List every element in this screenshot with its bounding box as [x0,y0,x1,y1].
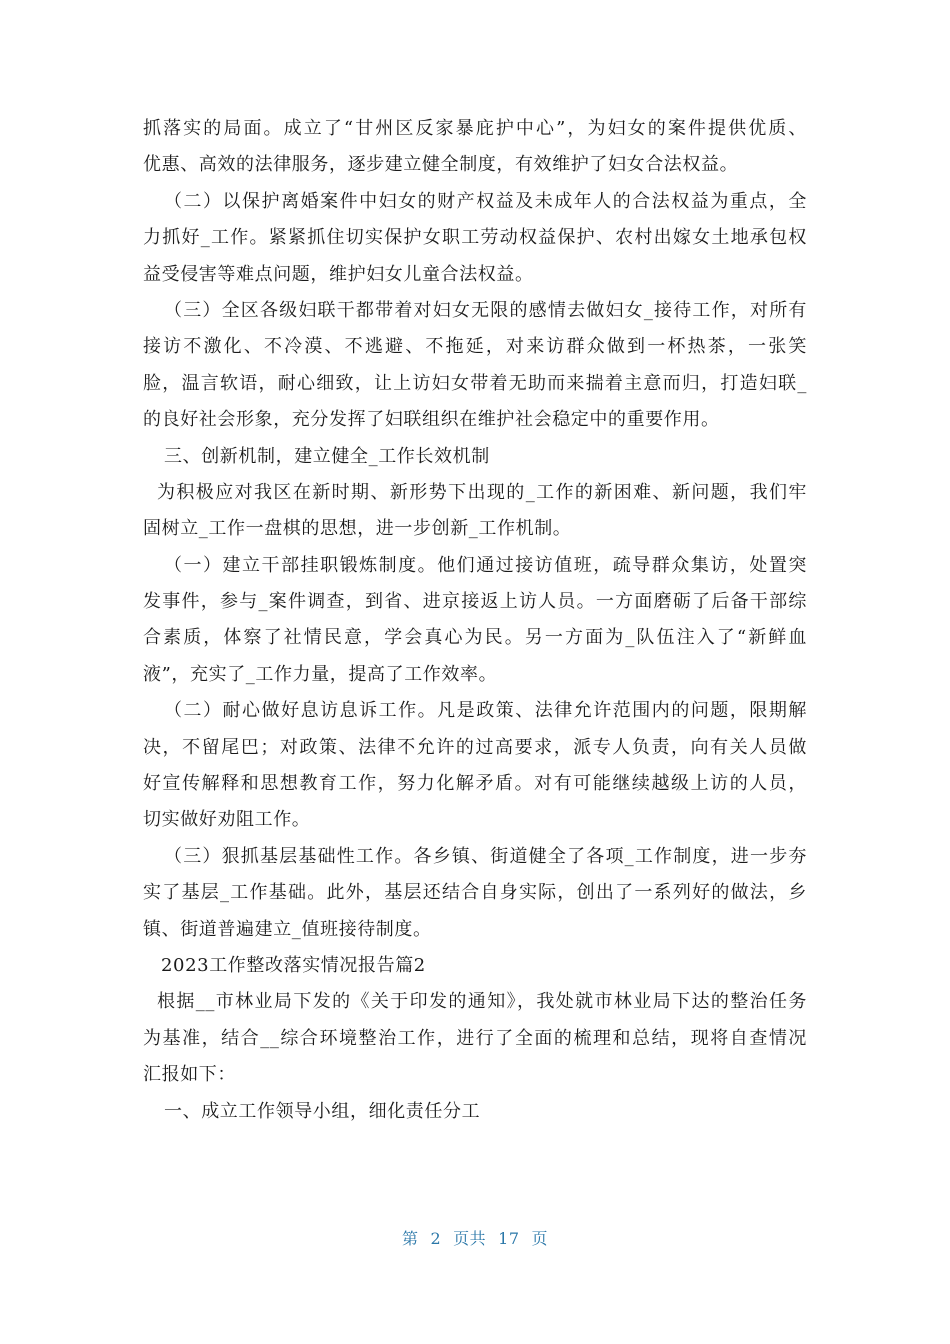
text-line: （三）狠抓基层基础性工作。各乡镇、街道健全了各项_工作制度，进一步夯 [164,845,807,867]
footer-di: 第 [401,1229,419,1248]
footer-ye-gong: 页共 [453,1229,487,1248]
text-line: 汇报如下： [143,1064,236,1086]
text-line: 液”，充实了_工作力量，提高了工作效率。 [143,663,498,685]
text-line: （二）耐心做好息访息诉工作。凡是政策、法律允许范围内的问题，限期解 [164,700,807,722]
text-line: （一）建立干部挂职锻炼制度。他们通过接访值班，疏导群众集访，处置突 [164,554,807,576]
section-heading: 三、创新机制，建立健全_工作长效机制 [164,445,490,467]
text-line: 发事件，参与_案件调查，到省、进京接返上访人员。一方面磨砺了后备干部综 [143,591,807,613]
text-line: 切实做好劝阻工作。 [143,809,311,831]
text-line: （三）全区各级妇联干都带着对妇女无限的感情去做妇女_接待工作，对所有 [164,299,807,321]
text-line: 固树立_工作一盘棋的思想，进一步创新_工作机制。 [143,518,572,540]
text-line: 决，不留尾巴；对政策、法律不允许的过高要求，派专人负责，向有关人员做 [143,736,807,758]
section-heading: 一、成立工作领导小组，细化责任分工 [164,1100,481,1122]
text-line: 的良好社会形象，充分发挥了妇联组织在维护社会稳定中的重要作用。 [143,409,720,431]
text-line: 镇、街道普遍建立_值班接待制度。 [143,918,432,940]
text-line: 为积极应对我区在新时期、新形势下出现的_工作的新困难、新问题，我们牢 [157,481,807,503]
page-footer [0,1226,950,1249]
text-line: 接访不激化、不冷漠、不逃避、不拖延，对来访群众做到一杯热茶，一张笑 [143,336,807,358]
text-line: 优惠、高效的法律服务，逐步建立健全制度，有效维护了妇女合法权益。 [143,154,739,176]
text-line: 合素质，体察了社情民意，学会真心为民。另一方面为_队伍注入了“新鲜血 [143,627,807,649]
text-line: 实了基层_工作基础。此外，基层还结合自身实际，创出了一系列好的做法，乡 [143,882,807,904]
text-line: 好宣传解释和思想教育工作，努力化解矛盾。对有可能继续越级上访的人员， [143,773,807,795]
text-line: 益受侵害等难点问题，维护妇女儿童合法权益。 [143,263,534,285]
text-line: 根据__市林业局下发的《关于印发的通知》，我处就市林业局下达的整治任务 [157,991,807,1013]
document-body [143,111,807,1130]
text-line: （二）以保护离婚案件中妇女的财产权益及未成年人的合法权益为重点，全 [164,190,807,212]
text-line: 力抓好_工作。紧紧抓住切实保护女职工劳动权益保护、农村出嫁女土地承包权 [143,227,807,249]
text-line: 抓落实的局面。成立了“甘州区反家暴庇护中心”，为妇女的案件提供优质、 [143,118,807,139]
footer-page-number: 2 [430,1229,442,1248]
section-heading: 2023工作整改落实情况报告篇2 [161,954,426,976]
footer-total-pages: 17 [498,1229,520,1248]
footer-ye: 页 [531,1229,549,1248]
text-line: 脸，温言软语，耐心细致，让上访妇女带着无助而来揣着主意而归，打造妇联_ [143,372,807,394]
text-line: 为基准，结合__综合环境整治工作，进行了全面的梳理和总结，现将自查情况 [143,1027,807,1049]
